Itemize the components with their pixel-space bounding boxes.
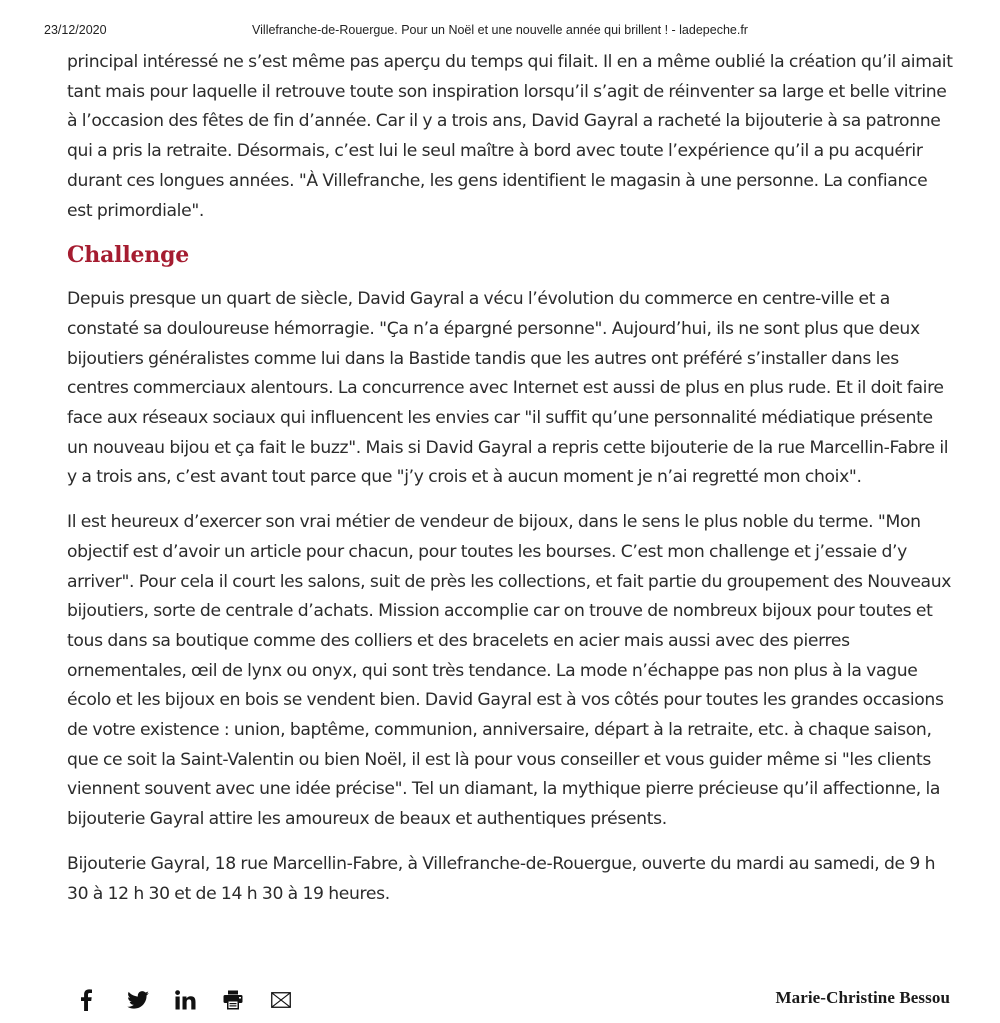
share-twitter-button[interactable]: [127, 987, 175, 1013]
article-body: [67, 48, 957, 924]
print-date: 23/12/2020: [44, 23, 107, 37]
share-facebook-button[interactable]: [79, 987, 127, 1013]
email-icon: [271, 992, 291, 1008]
article-paragraph: Bijouterie Gayral, 18 rue Marcellin-Fabre, à Villefranche-de-Rouergue, ouverte du mardi au samedi, de 9 h 30 à 12 h 30 et de 14 h 30 à 19 heures.: [67, 853, 936, 904]
print-icon: [223, 990, 243, 1010]
email-share-button[interactable]: [271, 987, 319, 1013]
article-paragraph: Depuis presque un quart de siècle, David Gayral a vécu l’évolution du commerce en centre-ville et a constaté sa douloureuse hémorragie. "Ça n’a épargné personne". Aujourd’hui, ils ne sont plus que deux bijoutiers généralistes comme lui dans la Bastide tandis que les autres ont préféré s’installer dans les centres commerciaux alentours. La concurrence avec Internet est aussi de plus en plus rude. Et il doit faire face aux réseaux sociaux qui influencent les envies car "il suffit qu’une personnalité médiatique présente un nouveau bijou et ça fait le buzz". Mais si David Gayral a repris cette bijouterie de la rue Marcellin-Fabre il y a trois ans, c’est avant tout parce que "j’y crois et à aucun moment je n’ai regretté mon choix".: [67, 289, 949, 488]
share-bar: [79, 987, 319, 1013]
section-heading: Challenge: [67, 242, 190, 269]
linkedin-icon: [175, 990, 197, 1010]
article-paragraph: principal intéressé ne s’est même pas aperçu du temps qui filait. Il en a même oublié la création qu’il aimait tant mais pour laquelle il retrouve toute son inspiration lorsqu’il s’agit de réinventer sa large et belle vitrine à l’occasion des fêtes de fin d’année. Car il y a trois ans, David Gayral a racheté la bijouterie à sa patronne qui a pris la retraite. Désormais, c’est lui le seul maître à bord avec toute l’expérience qu’il a pu acquérir durant ces longues années. "À Villefranche, les gens identifient le magasin à une personne. La confiance est primordiale".: [67, 52, 953, 221]
article-paragraph: Il est heureux d’exercer son vrai métier de vendeur de bijoux, dans le sens le plus noble du terme. "Mon objectif est d’avoir un article pour chacun, pour toutes les bourses. C’est mon challenge et j’essaie d’y arriver". Pour cela il court les salons, suit de près les collections, et fait partie du groupement des Nouveaux bijoutiers, sorte de centrale d’achats. Mission accomplie car on trouve de nombreux bijoux pour toutes et tous dans sa boutique comme des colliers et des bracelets en acier mais aussi avec des pierres ornementales, œil de lynx ou onyx, qui sont très tendance. La mode n’échappe pas non plus à la vague écolo et les bijoux en bois se vendent bien. David Gayral est à vos côtés pour toutes les grandes occasions de votre existence : union, baptême, communion, anniversaire, départ à la retraite, etc. à chaque saison, que ce soit la Saint-Valentin ou bien Noël, il est là pour vous conseiller et vous guider même si "les clients viennent souvent avec une idée précise". Tel un diamant, la mythique pierre précieuse qu’il affectionne, la bijouterie Gayral attire les amoureux de beaux et authentiques présents.: [67, 512, 952, 830]
print-page-title: Villefranche-de-Rouergue. Pour un Noël et une nouvelle année qui brillent ! - ladepeche.fr: [252, 23, 748, 37]
print-header: [0, 23, 1000, 41]
twitter-icon: [127, 991, 149, 1009]
share-linkedin-button[interactable]: [175, 987, 223, 1013]
facebook-icon: [79, 989, 93, 1011]
article-author: Marie-Christine Bessou: [775, 988, 950, 1007]
article-footer: [67, 983, 950, 1017]
print-button[interactable]: [223, 987, 271, 1013]
